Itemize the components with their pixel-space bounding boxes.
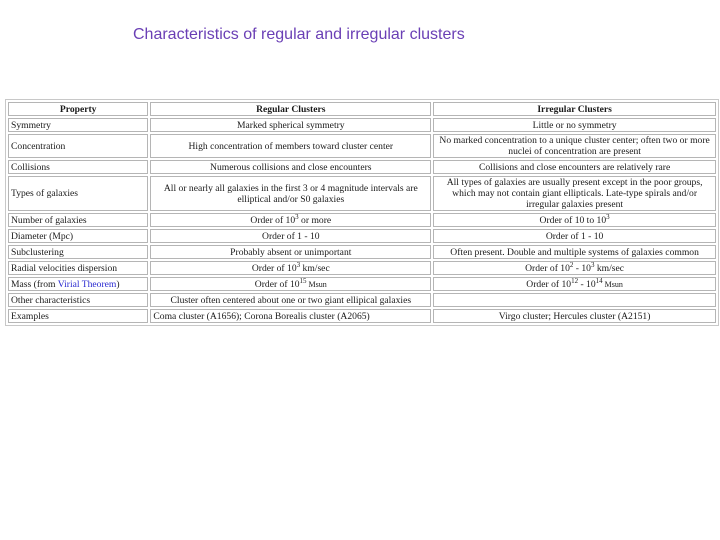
value-text: Order of 10 bbox=[525, 262, 570, 274]
mass-unit: Msun bbox=[602, 279, 623, 289]
header-regular-clusters: Regular Clusters bbox=[150, 102, 431, 116]
table-row-symmetry bbox=[8, 118, 716, 132]
slide-title: Characteristics of regular and irregular clusters bbox=[133, 26, 465, 43]
table-row-examples bbox=[8, 309, 716, 323]
exponent: 3 bbox=[295, 213, 299, 221]
value-text: - 10 bbox=[578, 278, 596, 290]
value-text: ) bbox=[116, 278, 120, 290]
property-cell: Radial velocities dispersion bbox=[8, 261, 148, 275]
regular-cell: High concentration of members toward cluster center bbox=[150, 134, 431, 158]
regular-cell: Marked spherical symmetry bbox=[150, 118, 431, 132]
header-irregular-clusters: Irregular Clusters bbox=[433, 102, 716, 116]
regular-cell: Probably absent or unimportant bbox=[150, 245, 431, 259]
irregular-cell: Virgo cluster; Hercules cluster (A2151) bbox=[433, 309, 716, 323]
value-text: or more bbox=[298, 214, 332, 226]
exponent: 15 bbox=[299, 277, 307, 285]
header-property: Property bbox=[8, 102, 148, 116]
table-row-subclustering bbox=[8, 245, 716, 259]
property-cell: Concentration bbox=[8, 134, 148, 158]
value-text: Order of 10 bbox=[254, 278, 300, 290]
value-text: km/sec bbox=[300, 262, 330, 274]
irregular-cell: Little or no symmetry bbox=[433, 118, 716, 132]
irregular-cell bbox=[433, 293, 716, 307]
property-cell: Subclustering bbox=[8, 245, 148, 259]
exponent: 3 bbox=[590, 261, 595, 269]
table-row-collisions bbox=[8, 160, 716, 174]
regular-cell: Cluster often centered about one or two giant ellipical galaxies bbox=[150, 293, 431, 307]
value-text: Mass (from bbox=[11, 278, 58, 290]
irregular-cell: No marked concentration to a unique cluster center; often two or more nuclei of concentration are present bbox=[433, 134, 716, 158]
regular-cell: Coma cluster (A1656); Corona Borealis cluster (A2065) bbox=[150, 309, 431, 323]
regular-cell bbox=[150, 213, 431, 227]
property-cell: Diameter (Mpc) bbox=[8, 229, 148, 243]
virial-theorem-link[interactable]: Virial Theorem bbox=[57, 278, 117, 290]
value-text: km/sec bbox=[594, 262, 625, 274]
property-cell: Examples bbox=[8, 309, 148, 323]
property-cell: Types of galaxies bbox=[8, 176, 148, 211]
value-text: Order of 10 to 10 bbox=[539, 214, 607, 226]
table-header-row bbox=[8, 102, 716, 116]
irregular-cell: Order of 1 - 10 bbox=[433, 229, 716, 243]
table-row-types-of-galaxies bbox=[8, 176, 716, 211]
exponent: 14 bbox=[595, 277, 603, 285]
exponent: 3 bbox=[296, 261, 301, 269]
cluster-comparison-table bbox=[6, 100, 718, 325]
table-row-concentration bbox=[8, 134, 716, 158]
property-cell bbox=[8, 277, 148, 291]
irregular-cell: All types of galaxies are usually present except in the poor groups, which may not contain giant ellipticals. Late-type spirals and/or irregular galaxies present bbox=[433, 176, 716, 211]
value-text: Order of 10 bbox=[251, 262, 297, 274]
table-row-other-characteristics bbox=[8, 293, 716, 307]
table-row-diameter bbox=[8, 229, 716, 243]
property-cell: Symmetry bbox=[8, 118, 148, 132]
irregular-cell: Collisions and close encounters are relatively rare bbox=[433, 160, 716, 174]
irregular-cell bbox=[433, 261, 716, 275]
regular-cell bbox=[150, 277, 431, 291]
exponent: 3 bbox=[606, 213, 610, 221]
regular-cell bbox=[150, 261, 431, 275]
property-cell: Collisions bbox=[8, 160, 148, 174]
table-row-radial-velocities bbox=[8, 261, 716, 275]
exponent: 12 bbox=[571, 277, 579, 285]
table-row-number-of-galaxies bbox=[8, 213, 716, 227]
property-cell: Number of galaxies bbox=[8, 213, 148, 227]
irregular-cell bbox=[433, 277, 716, 291]
mass-unit: Msun bbox=[306, 279, 327, 289]
value-text: - 10 bbox=[573, 262, 591, 274]
regular-cell: Numerous collisions and close encounters bbox=[150, 160, 431, 174]
value-text: Order of 10 bbox=[526, 278, 572, 290]
table-row-mass bbox=[8, 277, 716, 291]
property-cell: Other characteristics bbox=[8, 293, 148, 307]
irregular-cell: Often present. Double and multiple systems of galaxies common bbox=[433, 245, 716, 259]
regular-cell: All or nearly all galaxies in the first 3 or 4 magnitude intervals are elliptical and/or S0 galaxies bbox=[150, 176, 431, 211]
irregular-cell bbox=[433, 213, 716, 227]
value-text: Order of 10 bbox=[250, 214, 296, 226]
regular-cell: Order of 1 - 10 bbox=[150, 229, 431, 243]
cluster-comparison-table-frame bbox=[5, 99, 719, 326]
exponent: 2 bbox=[569, 261, 574, 269]
